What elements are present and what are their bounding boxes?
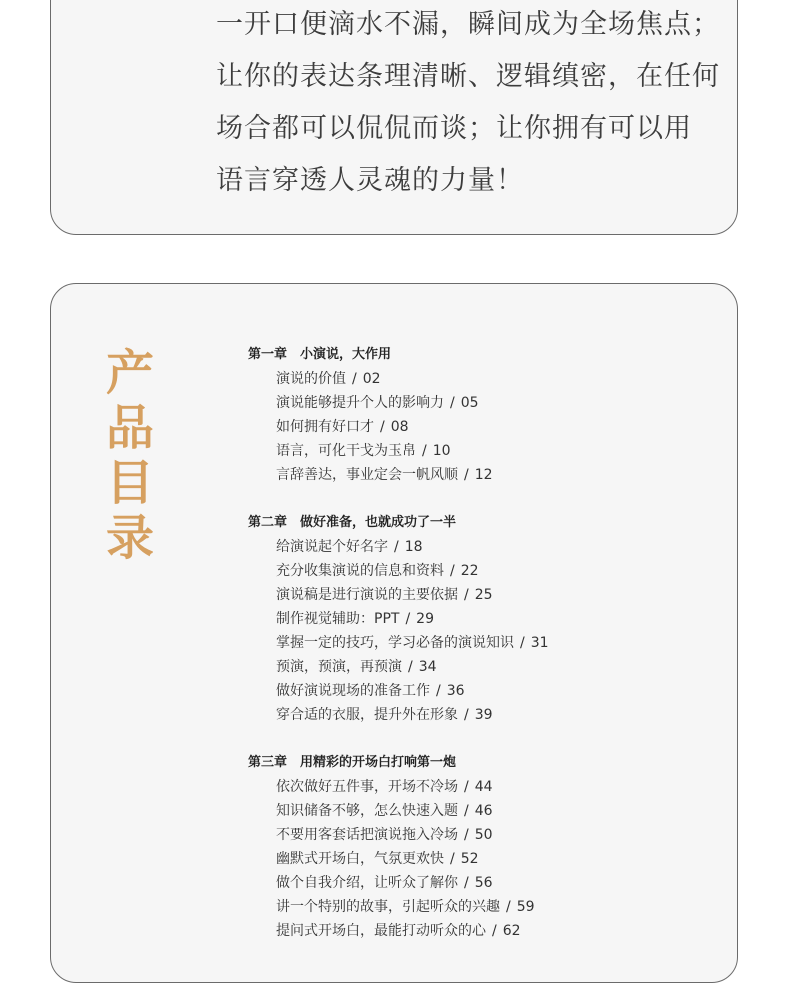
toc-page-number: 08 bbox=[390, 419, 409, 435]
toc-page-number: 31 bbox=[530, 635, 549, 651]
toc-entry bbox=[248, 415, 718, 439]
chapter-title: 第二章 做好准备，也就成功了一半 bbox=[248, 515, 457, 530]
toc-entry-text: 制作视觉辅助：PPT bbox=[276, 611, 400, 627]
intro-line: 语言穿透人灵魂的力量！ bbox=[216, 165, 524, 196]
toc-separator: / bbox=[380, 419, 385, 435]
toc-page-number: 46 bbox=[474, 803, 493, 819]
chapter-title: 第一章 小演说，大作用 bbox=[248, 347, 392, 362]
toc-entry-text: 幽默式开场白，气氛更欢快 bbox=[276, 851, 444, 867]
toc-page-number: 29 bbox=[416, 611, 434, 627]
toc-entry bbox=[248, 559, 718, 583]
chapter-section bbox=[248, 511, 718, 727]
intro-text bbox=[216, 0, 720, 207]
toc-separator: / bbox=[464, 779, 469, 795]
toc-entry bbox=[248, 703, 718, 727]
toc-separator: / bbox=[464, 707, 469, 723]
toc-entry bbox=[248, 583, 718, 607]
toc-page-number: 25 bbox=[474, 587, 493, 603]
toc-entry-text: 做个自我介绍，让听众了解你 bbox=[276, 875, 458, 891]
toc-entry bbox=[248, 439, 718, 463]
toc-entry bbox=[248, 535, 718, 559]
toc-page-number: 44 bbox=[474, 779, 493, 795]
chapter-section bbox=[248, 343, 718, 487]
toc-page-number: 59 bbox=[516, 899, 535, 915]
toc-separator: / bbox=[464, 803, 469, 819]
toc-page-number: 02 bbox=[362, 371, 381, 387]
toc-entry bbox=[248, 775, 718, 799]
catalog-title-char: 品 bbox=[105, 400, 154, 456]
toc-entry-text: 知识储备不够，怎么快速入题 bbox=[276, 803, 458, 819]
toc-entry bbox=[248, 679, 718, 703]
toc-separator: / bbox=[450, 851, 455, 867]
toc-separator: / bbox=[422, 443, 427, 459]
toc-entry-text: 提问式开场白，最能打动听众的心 bbox=[276, 923, 486, 939]
toc-entry-text: 给演说起个好名字 bbox=[276, 539, 388, 555]
toc-entry-text: 演说稿是进行演说的主要依据 bbox=[276, 587, 458, 603]
toc-separator: / bbox=[506, 899, 511, 915]
toc-separator: / bbox=[394, 539, 399, 555]
toc-separator: / bbox=[492, 923, 497, 939]
catalog-title-char: 产 bbox=[105, 345, 154, 401]
toc-entry bbox=[248, 367, 718, 391]
toc-separator: / bbox=[464, 827, 469, 843]
intro-line: 一开口便滴水不漏，瞬间成为全场焦点； bbox=[216, 9, 720, 40]
toc-entry-text: 演说能够提升个人的影响力 bbox=[276, 395, 444, 411]
toc-separator: / bbox=[464, 587, 469, 603]
toc-entry-text: 穿合适的衣服，提升外在形象 bbox=[276, 707, 458, 723]
toc-entry-text: 讲一个特别的故事，引起听众的兴趣 bbox=[276, 899, 500, 915]
catalog-title bbox=[103, 346, 157, 566]
catalog-title-char: 录 bbox=[105, 510, 154, 566]
toc-entry-text: 掌握一定的技巧，学习必备的演说知识 bbox=[276, 635, 514, 651]
toc-entry-text: 预演，预演，再预演 bbox=[276, 659, 402, 675]
catalog-title-char: 目 bbox=[105, 455, 154, 511]
toc-entry bbox=[248, 607, 718, 631]
toc-page-number: 10 bbox=[432, 443, 451, 459]
toc-entry bbox=[248, 631, 718, 655]
toc-separator: / bbox=[464, 467, 469, 483]
toc-page-number: 62 bbox=[502, 923, 521, 939]
toc-entry bbox=[248, 799, 718, 823]
intro-line: 场合都可以侃侃而谈；让你拥有可以用 bbox=[216, 113, 692, 144]
toc-entry bbox=[248, 847, 718, 871]
toc-entry bbox=[248, 823, 718, 847]
toc-entry bbox=[248, 655, 718, 679]
toc-entry-text: 言辞善达，事业定会一帆风顺 bbox=[276, 467, 458, 483]
toc-entry bbox=[248, 391, 718, 415]
toc-separator: / bbox=[520, 635, 525, 651]
toc-page-number: 39 bbox=[474, 707, 493, 723]
toc-page-number: 34 bbox=[418, 659, 437, 675]
table-of-contents bbox=[248, 343, 718, 967]
toc-separator: / bbox=[352, 371, 357, 387]
toc-page-number: 05 bbox=[460, 395, 479, 411]
toc-separator: / bbox=[436, 683, 441, 699]
chapter-section bbox=[248, 751, 718, 943]
toc-separator: / bbox=[405, 611, 411, 627]
toc-page-number: 18 bbox=[404, 539, 423, 555]
toc-separator: / bbox=[408, 659, 413, 675]
toc-entry bbox=[248, 871, 718, 895]
toc-entry-text: 不要用客套话把演说拖入冷场 bbox=[276, 827, 458, 843]
toc-separator: / bbox=[450, 395, 455, 411]
toc-card bbox=[50, 283, 738, 983]
toc-entry-text: 充分收集演说的信息和资料 bbox=[276, 563, 444, 579]
chapter-title: 第三章 用精彩的开场白打响第一炮 bbox=[248, 755, 457, 770]
toc-separator: / bbox=[464, 875, 469, 891]
toc-page-number: 56 bbox=[474, 875, 493, 891]
toc-entry-text: 依次做好五件事，开场不冷场 bbox=[276, 779, 458, 795]
toc-entry bbox=[248, 463, 718, 487]
intro-line: 让你的表达条理清晰、逻辑缜密，在任何 bbox=[216, 61, 720, 92]
toc-page-number: 52 bbox=[460, 851, 479, 867]
toc-entry-text: 演说的价值 bbox=[276, 371, 346, 387]
toc-page-number: 12 bbox=[474, 467, 493, 483]
intro-card bbox=[50, 0, 738, 235]
toc-page-number: 22 bbox=[460, 563, 479, 579]
toc-entry bbox=[248, 895, 718, 919]
toc-entry-text: 语言，可化干戈为玉帛 bbox=[276, 443, 416, 459]
toc-entry-text: 做好演说现场的准备工作 bbox=[276, 683, 430, 699]
toc-page-number: 50 bbox=[474, 827, 493, 843]
toc-separator: / bbox=[450, 563, 455, 579]
toc-entry bbox=[248, 919, 718, 943]
toc-entry-text: 如何拥有好口才 bbox=[276, 419, 374, 435]
toc-page-number: 36 bbox=[446, 683, 465, 699]
